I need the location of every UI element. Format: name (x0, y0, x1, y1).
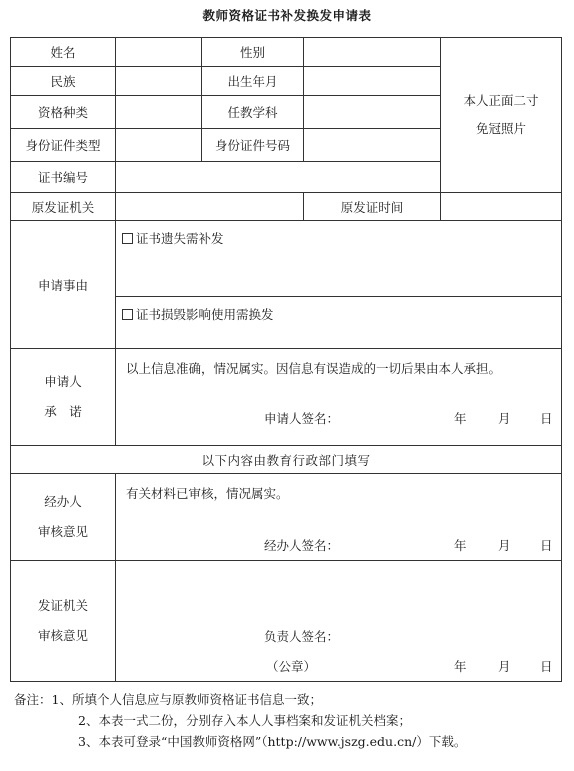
issuing-authority-cell[interactable] (116, 561, 562, 682)
label-handler (11, 474, 116, 561)
photo-caption-line1: 本人正面二寸 (463, 93, 539, 108)
input-id-number[interactable] (304, 129, 441, 162)
label-id-number: 身份证件号码 (202, 129, 304, 162)
input-subject[interactable] (304, 96, 441, 129)
note-2: 2、本表一式二份，分别存入本人人事档案和发证机关档案； (78, 713, 411, 728)
label-subject: 任教学科 (202, 96, 304, 129)
handler-cell[interactable] (116, 474, 562, 561)
label-cert-number: 证书编号 (11, 162, 116, 193)
pledge-signature-label: 申请人签名： (264, 411, 340, 426)
label-name: 姓名 (11, 38, 116, 67)
label-issuer: 原发证机关 (11, 193, 116, 221)
label-cert-type: 资格种类 (11, 96, 116, 129)
pledge-day: 日 (540, 411, 553, 426)
label-ethnicity: 民族 (11, 67, 116, 96)
pledge-year: 年 (454, 411, 467, 426)
pledge-month: 月 (498, 411, 511, 426)
damaged-checkbox[interactable] (122, 309, 133, 320)
reason-lost-cell[interactable] (116, 221, 562, 297)
label-id-type: 身份证件类型 (11, 129, 116, 162)
handler-label-line1: 经办人 (44, 494, 82, 509)
pledge-label-line1: 申请人 (44, 374, 82, 389)
application-form-table (10, 37, 562, 682)
form-title: 教师资格证书补发换发申请表 (202, 8, 372, 23)
label-issuing-authority (11, 561, 116, 682)
handler-statement: 有关材料已审核，情况属实。 (126, 486, 289, 501)
input-gender[interactable] (304, 38, 441, 67)
photo-caption-line2: 免冠照片 (475, 121, 526, 136)
authority-label-line1: 发证机关 (37, 598, 88, 613)
lost-option-label: 证书遗失需补发 (136, 231, 224, 246)
authority-signature-label: 负责人签名： (264, 629, 340, 644)
authority-seal: （公章） (266, 659, 317, 674)
label-gender: 性别 (202, 38, 304, 67)
label-reason: 申请事由 (11, 221, 116, 349)
pledge-label-line2: 承 诺 (44, 404, 82, 419)
input-issuer[interactable] (116, 193, 304, 221)
label-birth: 出生年月 (202, 67, 304, 96)
input-id-type[interactable] (116, 129, 202, 162)
section-header: 以下内容由教育行政部门填写 (11, 446, 562, 474)
input-name[interactable] (116, 38, 202, 67)
pledge-statement: 以上信息准确，情况属实。因信息有误造成的一切后果由本人承担。 (126, 361, 502, 376)
handler-month: 月 (498, 538, 511, 553)
input-issue-time[interactable] (441, 193, 562, 221)
input-cert-type[interactable] (116, 96, 202, 129)
handler-year: 年 (454, 538, 467, 553)
handler-label-line2: 审核意见 (37, 524, 88, 539)
lost-checkbox[interactable] (122, 233, 133, 244)
damaged-option-label: 证书损毁影响使用需换发 (136, 307, 274, 322)
label-pledge (11, 349, 116, 446)
photo-placeholder[interactable] (441, 38, 562, 193)
authority-label-line2: 审核意见 (37, 628, 88, 643)
handler-day: 日 (540, 538, 553, 553)
form-notes (14, 689, 570, 752)
input-birth[interactable] (304, 67, 441, 96)
note-1: 备注：1、所填个人信息应与原教师资格证书信息一致； (14, 692, 322, 707)
reason-damaged-cell[interactable] (116, 297, 562, 349)
label-issue-time: 原发证时间 (304, 193, 441, 221)
pledge-cell[interactable] (116, 349, 562, 446)
handler-signature-label: 经办人签名： (264, 538, 340, 553)
authority-month: 月 (498, 659, 511, 674)
input-cert-number[interactable] (116, 162, 441, 193)
input-ethnicity[interactable] (116, 67, 202, 96)
authority-year: 年 (454, 659, 467, 674)
note-3: 3、本表可登录“中国教师资格网”（http://www.jszg.edu.cn/）下载。 (78, 734, 467, 749)
authority-day: 日 (540, 659, 553, 674)
